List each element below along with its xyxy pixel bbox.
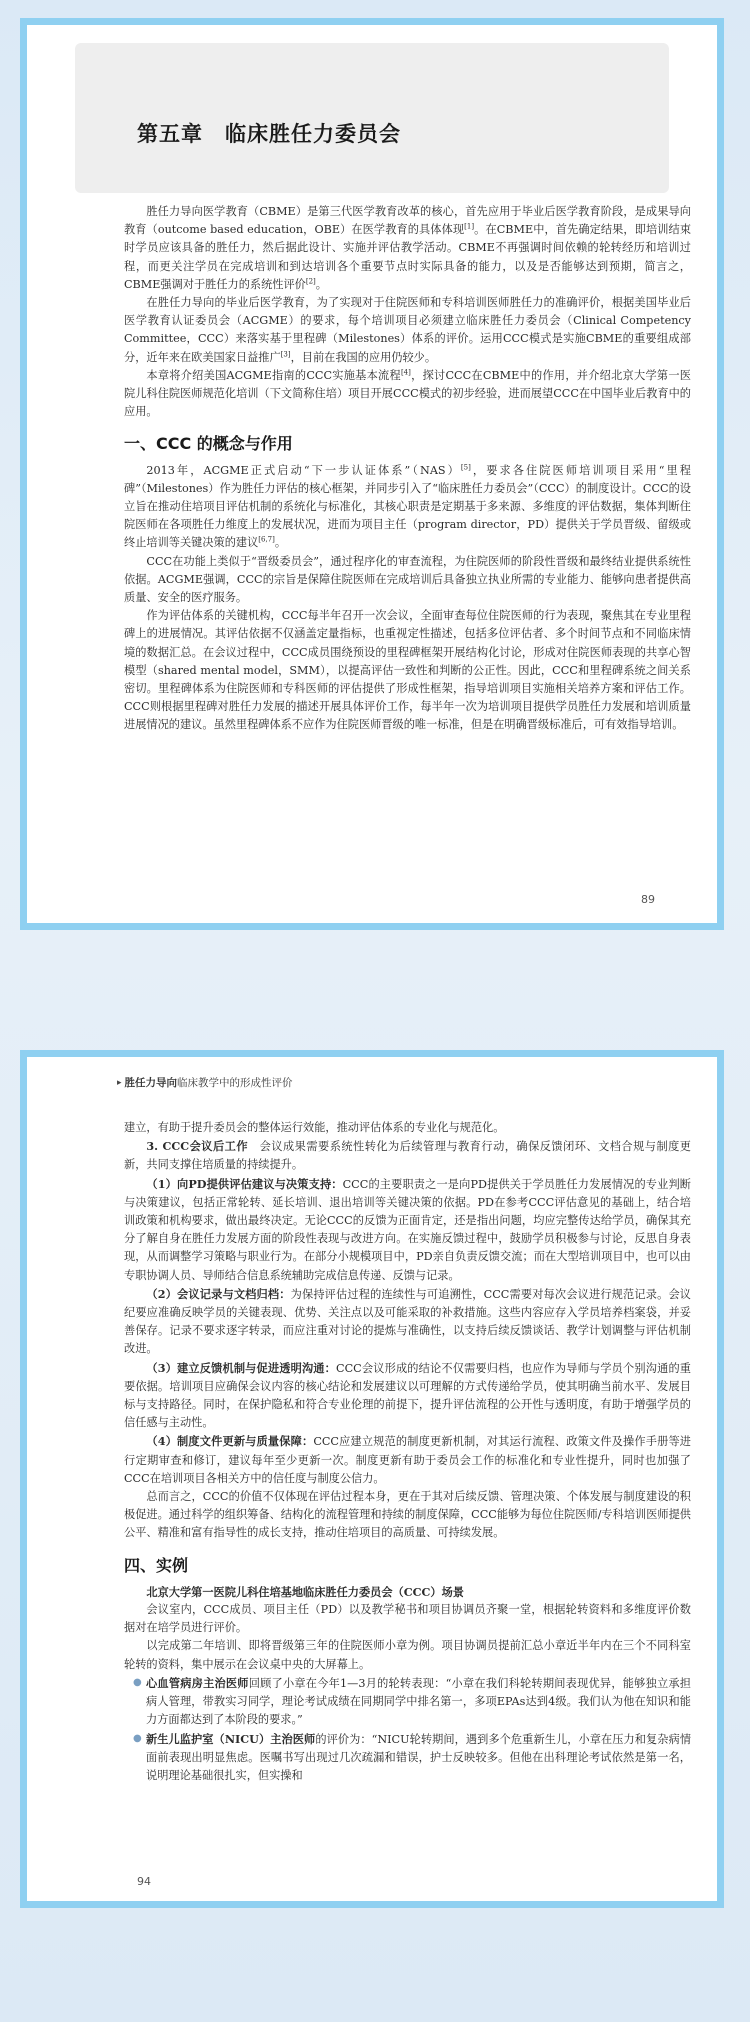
case-title: 北京大学第一医院儿科住培基地临床胜任力委员会（CCC）场景 — [146, 1584, 464, 1599]
case-paragraph-2: 以完成第二年培训、即将晋级第三年的住院医师小章为例。项目协调员提前汇总小章近半年内在三个不同科室轮转的资料，集中展示在会议桌中央的大屏幕上。 — [124, 1639, 691, 1671]
list-item: ● 心血管病房主治医师回顾了小章在今年1—3月的轮转表现：“小章在我们科轮转期间表现优异，能够独立承担病人管理，带教实习同学，理论考试成绩在同期同学中排名第一，多项EPAs达到4级。我们认为他在知识和能力方面都达到了本阶段的要求。” — [133, 1675, 691, 1727]
section-1-heading: 一、CCC 的概念与作用 — [124, 434, 293, 454]
page1-body — [124, 203, 691, 735]
intro-paragraph-1: 胜任力导向医学教育（CBME）是第三代医学教育改革的核心，首先应用于毕业后医学教育阶段，是成果导向教育（outcome based education，OBE）在医学教育的具体体现[1]。在CBME中，首先确定结果，即培训结束时学员应该具备的胜任力，然后据此设计、实施并评估教学活动。CBME不再强调时间依赖的轮转经历和培训过程，而更关注学员在完成培训和到达培训各个重要节点时实际具备的能力，以及是否能够达到预期，简言之，CBME强调对于胜任力的系统性评价[2]。 — [124, 205, 692, 291]
bullet-icon: ● — [133, 1732, 142, 1744]
arrow-right-icon: ▸ — [117, 1077, 122, 1088]
running-header — [117, 1075, 293, 1090]
section-4-heading: 四、实例 — [124, 1555, 189, 1575]
section-1-paragraph-1: 2013年，ACGME正式启动“下一步认证体系”（NAS）[5]，要求各住院医师培训项目采用“里程碑”（Milestones）作为胜任力评估的核心框架，并同步引入了“临床胜任力委员会”（CCC）的制度设计。CCC的设立旨在推动住培项目评估机制的系统化与标准化，其核心职责是定期基于多来源、多维度的评估数据，集体判断住院医师在各项胜任力维度上的发展状况，进而为项目主任（program director，PD）提供关于学员晋级、留级或终止培训等关键决策的建议[6,7]。 — [124, 462, 691, 550]
list-item: ● 新生儿监护室（NICU）主治医师的评价为：“NICU轮转期间，遇到多个危重新生儿，小章在压力和复杂病情面前表现出明显焦虑。医嘱书写出现过几次疏漏和错误，护士反映较多。但他在出科理论考试依然是第一名，说明理论基础很扎实，但实操和 — [133, 1731, 692, 1782]
running-header-bold: 胜任力导向 — [124, 1077, 178, 1089]
intro-paragraph-2: 在胜任力导向的毕业后医学教育，为了实现对于住院医师和专科培训医师胜任力的准确评价，根据美国毕业后医学教育认证委员会（ACGME）的要求，每个培训项目必须建立临床胜任力委员会（Clinical Competency Committee，CCC）来落实基于里程碑（Milestones）体系的评价。运用CCC模式是实施CBME的重要组成部分，近年来在欧美国家日益推广[3]，目前在我国的应用仍较少。 — [124, 296, 691, 364]
document-page-94 — [20, 1050, 724, 1908]
section-1-paragraph-3: 作为评估体系的关键机构，CCC每半年召开一次会议，全面审查每位住院医师的行为表现，聚焦其在专业里程碑上的进展情况。其评估依据不仅涵盖定量指标，也重视定性描述，包括多位评估者、多个时间节点和不同临床情境的数据汇总。在会议过程中，CCC成员围绕预设的里程碑框架开展结构化讨论，形成对住院医师表现的共享心智模型（shared mental model，SMM），以提高评估一致性和判断的公正性。因此，CCC和里程碑系统之间关系密切。里程碑体系为住院医师和专科医师的评估提供了形成性框架，指导培训项目实施相关培养方案和评估工作。CCC则根据里程碑对胜任力发展的描述开展具体评价工作，每半年一次为培训项目提供学员胜任力发展和培训质量进展情况的建议。虽然里程碑体系不应作为住院医师晋级的唯一标准，但是在明确晋级标准后，可有效指导培训。 — [124, 609, 691, 732]
sub-section-3: 3. CCC会议后工作 会议成果需要系统性转化为后续管理与教育行动，确保反馈闭环、文档合规与制度更新，共同支撑住培质量的持续提升。 — [124, 1139, 691, 1172]
item-1: （1）向PD提供评估建议与决策支持：CCC的主要职责之一是向PD提供关于学员胜任力发展情况的专业判断与决策建议，包括正常轮转、延长培训、退出培训等关键决策的依据。PD在参考CCC评估意见的基础上，结合培训政策和机构要求，做出最终决定。无论CCC的反馈为正面肯定，还是指出问题，均应完整传达给学员，确保其充分了解自身在胜任力发展方面的阶段性表现与改进方向。在实施反馈过程中，鼓励学员积极参与讨论，反思自身表现，从而调整学习策略与职业行为。在部分小规模项目中，PD亲自负责反馈交流；而在大型培训项目中，也可以由专职协调人员、导师结合信息系统辅助完成信息传递、反馈与记录。 — [124, 1176, 691, 1282]
running-header-text: 临床教学中的形成性评价 — [177, 1077, 293, 1089]
bullet-icon: ● — [133, 1676, 142, 1688]
case-paragraph-1: 会议室内，CCC成员、项目主任（PD）以及教学秘书和项目协调员齐聚一堂，根据轮转资料和多维度评价数据对在培学员进行评价。 — [124, 1603, 691, 1635]
page-number: 89 — [641, 893, 655, 906]
page-number: 94 — [137, 1875, 151, 1888]
continuation-paragraph: 建立，有助于提升委员会的整体运行效能，推动评估体系的专业化与规范化。 — [124, 1121, 505, 1134]
summary-paragraph: 总而言之，CCC的价值不仅体现在评估过程本身，更在于其对后续反馈、管理决策、个体发展与制度建设的积极促进。通过科学的组织筹备、结构化的流程管理和持续的制度保障，CCC能够为每位住院医师/专科培训医师提供公平、精准和富有指导性的成长支持，推动住培项目的高质量、可持续发展。 — [124, 1490, 691, 1540]
sub-section-3-label: 3. CCC会议后工作 — [146, 1139, 248, 1154]
document-page-89 — [20, 18, 724, 930]
chapter-title: 第五章 临床胜任力委员会 — [137, 122, 401, 146]
intro-paragraph-3: 本章将介绍美国ACGME指南的CCC实施基本流程[4]，探讨CCC在CBME中的作用，并介绍北京大学第一医院儿科住院医师规范化培训（下文简称住培）项目开展CCC模式的初步经验，进而展望CCC在中国毕业后教育中的应用。 — [124, 368, 691, 419]
page2-body — [124, 1119, 691, 1785]
case-bullet-list — [124, 1674, 691, 1785]
item-4: （4）制度文件更新与质量保障：CCC应建立规范的制度更新机制，对其运行流程、政策文件及操作手册等进行定期审查和修订，建议每年至少更新一次。制度更新有助于委员会工作的标准化和专业性提升，同时也加强了CCC在培训项目各相关方中的信任度与制度公信力。 — [124, 1434, 691, 1485]
item-2: （2）会议记录与文档归档：为保持评估过程的连续性与可追溯性，CCC需要对每次会议进行规范记录。会议纪要应准确反映学员的关键表现、优势、关注点以及可能采取的补救措施。这些内容应存入学员培养档案袋，并妥善保存。记录不要求逐字转录，而应注重对讨论的提炼与准确性，以支持后续反馈谈话、教学计划调整与评估机制改进。 — [124, 1286, 691, 1356]
section-1-paragraph-2: CCC在功能上类似于“晋级委员会”，通过程序化的审查流程，为住院医师的阶段性晋级和最终结业提供系统性依据。ACGME强调，CCC的宗旨是保障住院医师在完成培训后具备独立执业所需的专业能力、能够向患者提供高质量、安全的医疗服务。 — [124, 554, 691, 605]
item-3: （3）建立反馈机制与促进透明沟通：CCC会议形成的结论不仅需要归档，也应作为导师与学员个别沟通的重要依据。培训项目应确保会议内容的核心结论和发展建议以可理解的方式传递给学员，使其明确当前水平、发展目标与支持路径。同时，在保护隐私和符合专业伦理的前提下，提升评估流程的公开性与透明度，有助于增强学员的信任感与主动性。 — [124, 1360, 691, 1430]
